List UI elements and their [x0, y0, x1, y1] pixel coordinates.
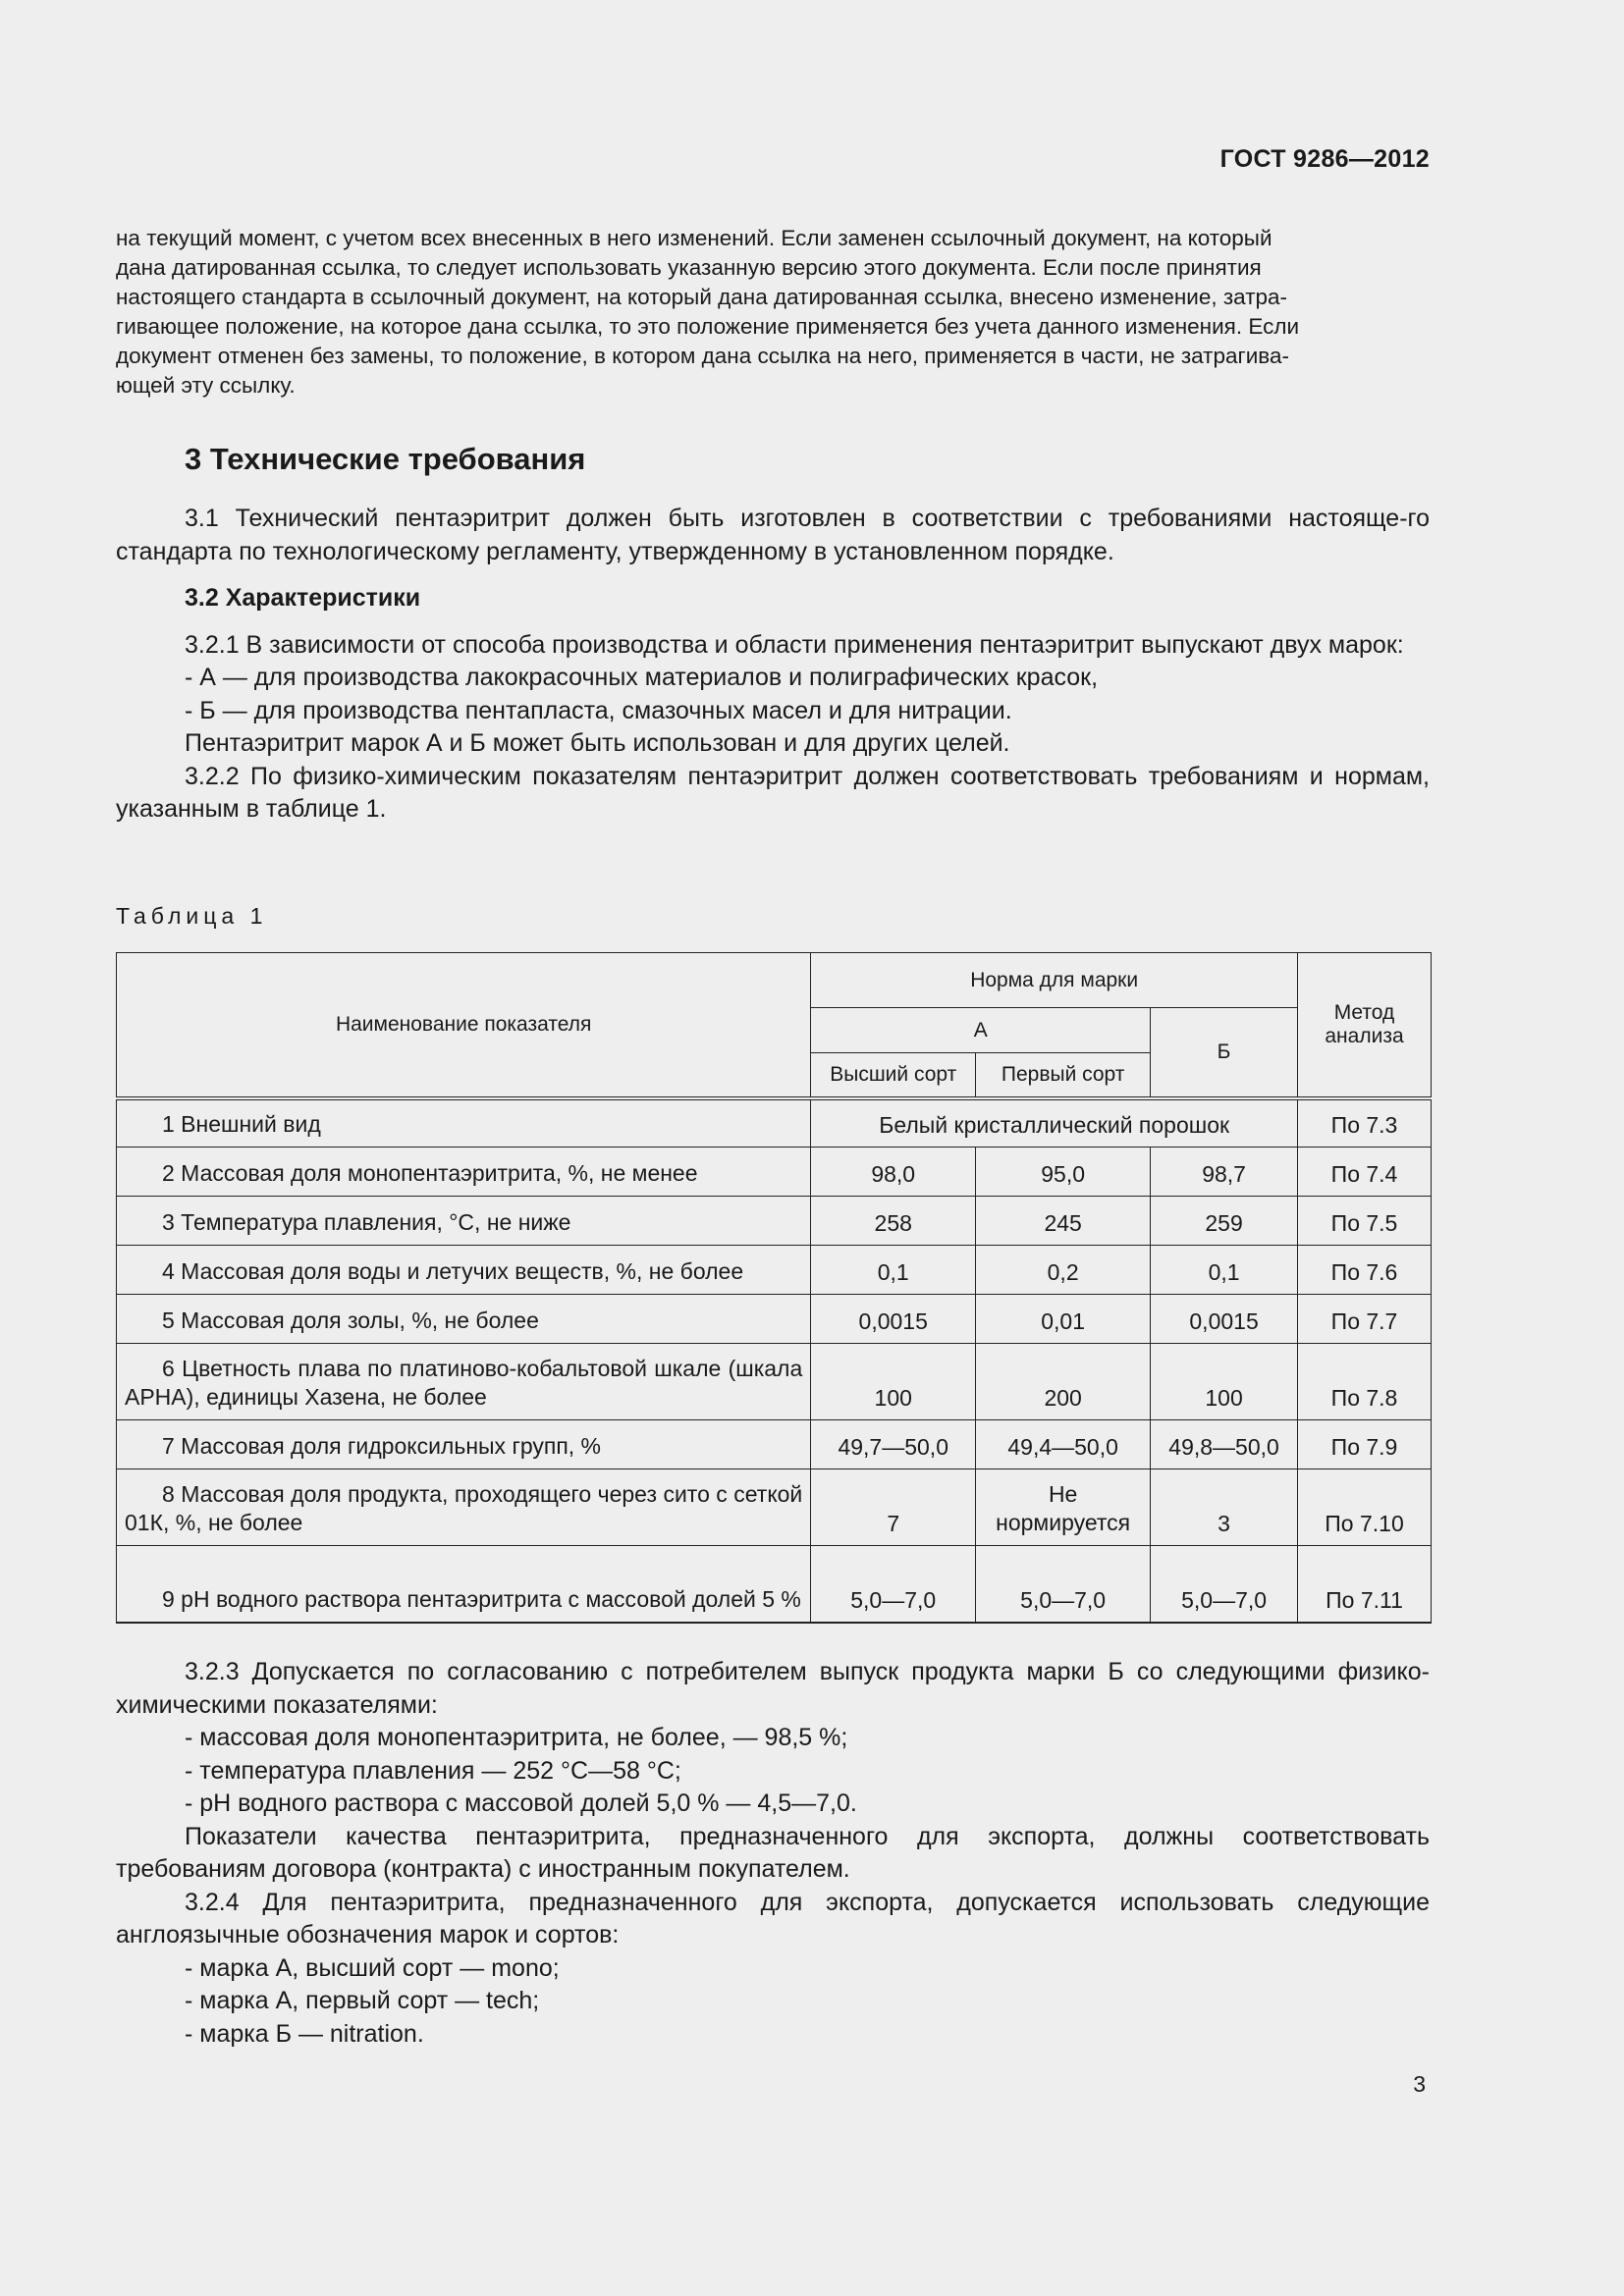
row-b: 0,1 — [1151, 1246, 1298, 1295]
row-b: 5,0—7,0 — [1151, 1546, 1298, 1623]
header-name: Наименование показателя — [117, 953, 811, 1098]
row-name: 6 Цветность плава по платиново-кобальтовой шкале (шкала APHA), единицы Хазена, не более — [117, 1344, 811, 1420]
header-grade-top: Высший сорт — [811, 1053, 976, 1098]
list-item: - марка А, первый сорт — tech; — [185, 1987, 540, 2014]
row-name: 9 рН водного раствора пентаэритрита с массовой долей 5 % — [117, 1546, 811, 1623]
table-row — [117, 1148, 1432, 1197]
table-row — [117, 1098, 1432, 1148]
intro-line: на текущий момент, с учетом всех внесенных в него изменений. Если заменен ссылочный документ, на который — [116, 226, 1272, 250]
row-b: 49,8—50,0 — [1151, 1420, 1298, 1469]
row-a-top: 7 — [811, 1469, 976, 1546]
intro-line: ющей эту ссылку. — [116, 373, 296, 398]
header-method: Метод анализа — [1298, 953, 1432, 1098]
section-title: 3 Технические требования — [185, 442, 586, 476]
row-method: По 7.4 — [1298, 1148, 1432, 1197]
paragraph-3-2-2: 3.2.2 По физико-химическим показателям пентаэритрит должен соответствовать требованиям и нормам, указанным в таблице 1. — [116, 762, 1430, 823]
row-method: По 7.8 — [1298, 1344, 1432, 1420]
header-mark-a: А — [811, 1008, 1151, 1053]
subheading-3-2: 3.2 Характеристики — [185, 584, 421, 612]
row-a-top: 98,0 — [811, 1148, 976, 1197]
intro-line: настоящего стандарта в ссылочный документ, на который дана датированная ссылка, внесено изменение, затра- — [116, 285, 1288, 309]
list-item: - массовая доля монопентаэритрита, не более, — 98,5 %; — [185, 1724, 848, 1751]
table-row — [117, 1344, 1432, 1420]
row-a-first: 200 — [976, 1344, 1151, 1420]
paragraph-marks: Пентаэритрит марок А и Б может быть использован и для других целей. — [185, 729, 1010, 757]
row-a-top: 0,1 — [811, 1246, 976, 1295]
row-name: 3 Температура плавления, °С, не ниже — [117, 1197, 811, 1246]
row-a-top: 0,0015 — [811, 1295, 976, 1344]
row-a-top: 5,0—7,0 — [811, 1546, 976, 1623]
row-a-first: 0,01 — [976, 1295, 1151, 1344]
section-body — [116, 503, 1430, 827]
spec-table — [116, 952, 1432, 1624]
row-method: По 7.6 — [1298, 1246, 1432, 1295]
paragraph-3-2-1: 3.2.1 В зависимости от способа производства и области применения пентаэритрит выпускают двух марок: — [185, 630, 1404, 659]
row-a-first: 95,0 — [976, 1148, 1151, 1197]
row-a-first: 49,4—50,0 — [976, 1420, 1151, 1469]
header-norm: Норма для марки — [811, 953, 1298, 1008]
row-method: По 7.11 — [1298, 1546, 1432, 1623]
section-body-after-table — [116, 1656, 1430, 2051]
row-b: 3 — [1151, 1469, 1298, 1546]
header-mark-b: Б — [1151, 1008, 1298, 1098]
paragraph-3-2-4: 3.2.4 Для пентаэритрита, предназначенного для экспорта, допускается использовать следующие англоязычные обозначения марок и сортов: — [116, 1888, 1430, 1949]
intro-line: гивающее положение, на которое дана ссылка, то это положение применяется без учета данного изменения. Если — [116, 314, 1300, 339]
page-number: 3 — [1413, 2071, 1426, 2097]
row-a-first: 5,0—7,0 — [976, 1546, 1151, 1623]
list-item: - марка Б — nitration. — [185, 2019, 424, 2048]
table-row — [117, 1197, 1432, 1246]
row-method: По 7.5 — [1298, 1197, 1432, 1246]
table-row — [117, 1420, 1432, 1469]
list-item: - марка А, высший сорт — mono; — [185, 1953, 560, 1982]
row-name: 8 Массовая доля продукта, проходящего через сито с сеткой 01К, %, не более — [117, 1469, 811, 1546]
intro-line: документ отменен без замены, то положение, в котором дана ссылка на него, применяется в части, не затрагива- — [116, 344, 1289, 368]
paragraph-3-2-3: 3.2.3 Допускается по согласованию с потребителем выпуск продукта марки Б со следующими физико-химическими показателями: — [116, 1658, 1430, 1719]
row-method: По 7.7 — [1298, 1295, 1432, 1344]
row-a-first: Не нормируется — [976, 1469, 1151, 1546]
row-b: 98,7 — [1151, 1148, 1298, 1197]
row-method: По 7.3 — [1298, 1098, 1432, 1148]
table-caption: Таблица 1 — [116, 903, 268, 929]
row-a-top: 100 — [811, 1344, 976, 1420]
row-b: 100 — [1151, 1344, 1298, 1420]
row-name: 5 Массовая доля золы, %, не более — [117, 1295, 811, 1344]
row-name: 4 Массовая доля воды и летучих веществ, %, не более — [117, 1246, 811, 1295]
row-method: По 7.9 — [1298, 1420, 1432, 1469]
row-a-top: 258 — [811, 1197, 976, 1246]
table-row — [117, 1295, 1432, 1344]
table-row — [117, 1546, 1432, 1623]
intro-paragraph — [116, 224, 1430, 400]
intro-line: дана датированная ссылка, то следует использовать указанную версию этого документа. Если после принятия — [116, 255, 1262, 280]
row-name: 7 Массовая доля гидроксильных групп, % — [117, 1420, 811, 1469]
row-merged-value: Белый кристаллический порошок — [811, 1098, 1298, 1148]
header-grade-first: Первый сорт — [976, 1053, 1151, 1098]
list-item: - температура плавления — 252 °С—58 °С; — [185, 1756, 681, 1785]
document-id-header: ГОСТ 9286—2012 — [1219, 145, 1430, 173]
row-name: 2 Массовая доля монопентаэритрита, %, не менее — [117, 1148, 811, 1197]
row-b: 0,0015 — [1151, 1295, 1298, 1344]
list-item-mark-a: - А — для производства лакокрасочных материалов и полиграфических красок, — [185, 664, 1099, 691]
row-a-first: 0,2 — [976, 1246, 1151, 1295]
row-a-top: 49,7—50,0 — [811, 1420, 976, 1469]
table-row — [117, 1246, 1432, 1295]
table-row — [117, 1469, 1432, 1546]
list-item-mark-b: - Б — для производства пентапласта, смазочных масел и для нитрации. — [185, 696, 1012, 724]
row-name: 1 Внешний вид — [117, 1098, 811, 1148]
paragraph-export: Показатели качества пентаэритрита, предназначенного для экспорта, должны соответствовать требованиям договора (контракта) с иностранным покупателем. — [116, 1822, 1430, 1883]
list-item: - рН водного раствора с массовой долей 5,0 % — 4,5—7,0. — [185, 1789, 857, 1817]
paragraph-3-1: 3.1 Технический пентаэритрит должен быть изготовлен в соответствии с требованиями настояще-го стандарта по технологическому регламенту, утвержденному в установленном порядке. — [116, 505, 1430, 565]
row-method: По 7.10 — [1298, 1469, 1432, 1546]
row-a-first: 245 — [976, 1197, 1151, 1246]
row-b: 259 — [1151, 1197, 1298, 1246]
